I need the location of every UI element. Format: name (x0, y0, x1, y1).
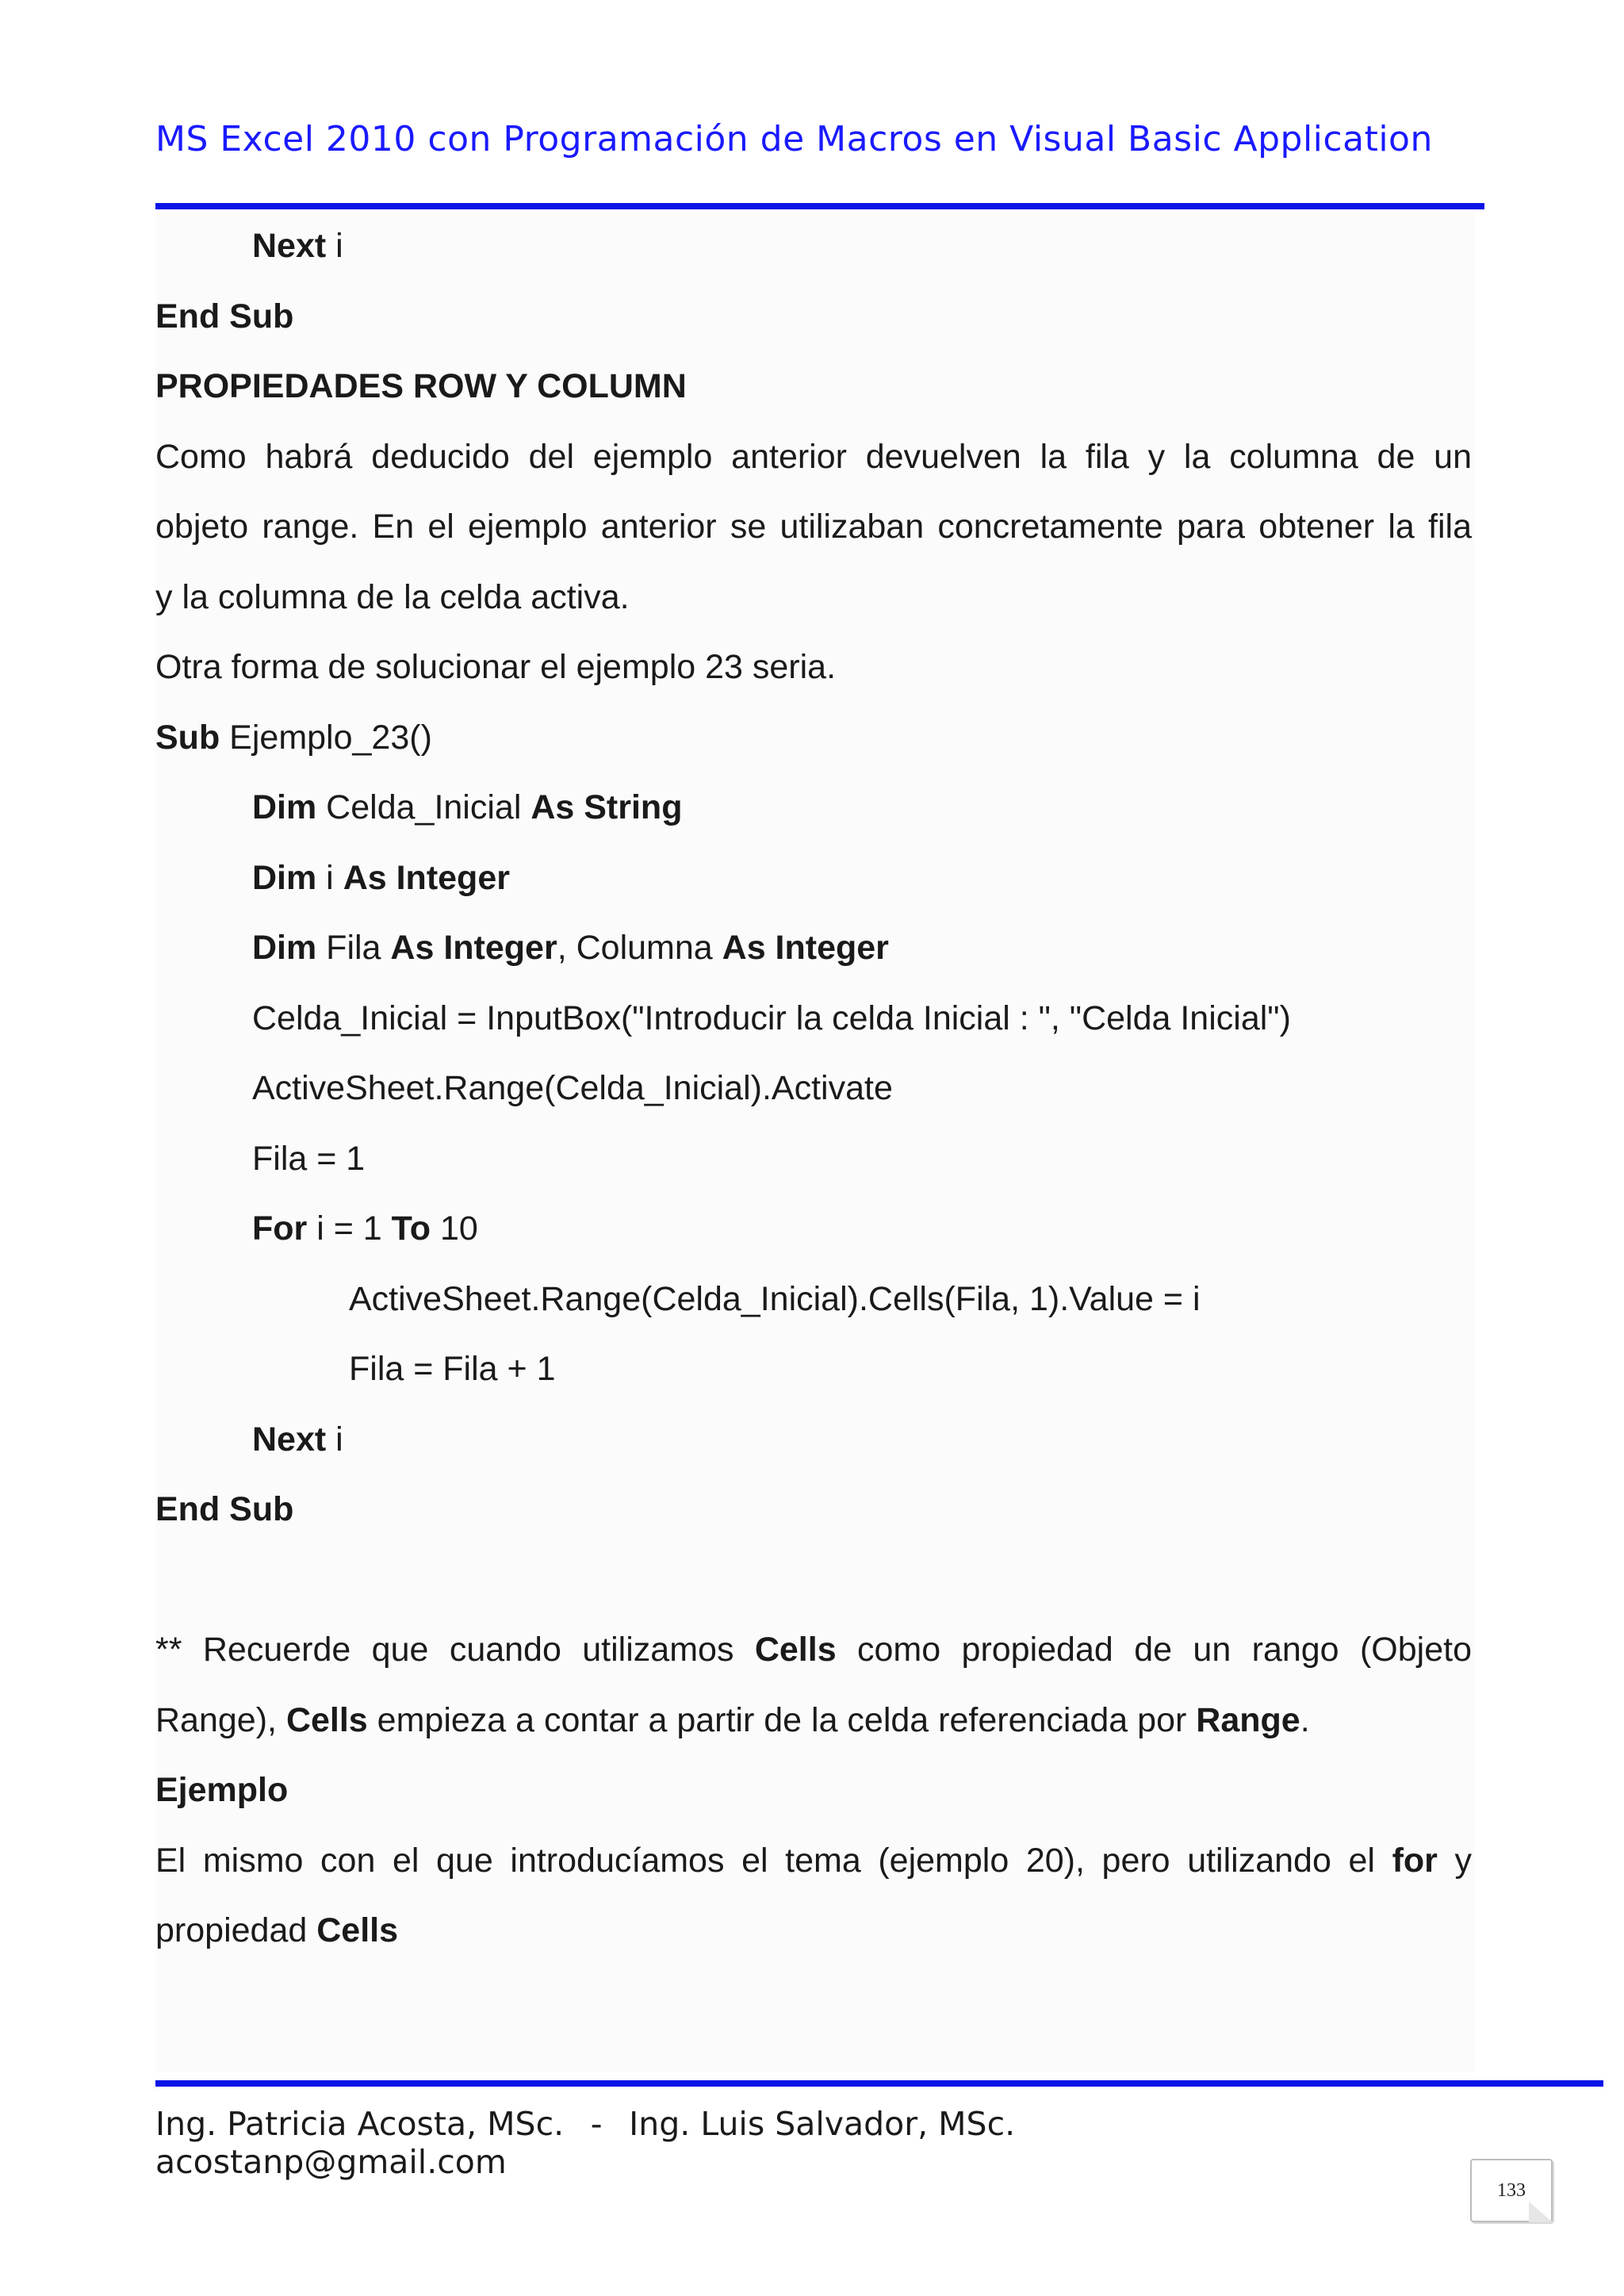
code-line-next: Next i (252, 227, 343, 265)
code-line-dim: Dim Celda_Inicial As String (252, 788, 683, 826)
code-line-sub: Sub Ejemplo_23() (155, 718, 432, 757)
code-line-end-sub: End Sub (155, 297, 294, 335)
note-line: Range), Cells empieza a contar a partir de la celda referenciada por Range. (155, 1700, 1310, 1739)
code-line: Fila = Fila + 1 (349, 1350, 556, 1388)
code-line-next: Next i (252, 1420, 343, 1458)
page-number: 133 (1497, 2179, 1526, 2201)
subheading-ejemplo: Ejemplo (155, 1771, 289, 1809)
author-separator: - (590, 2105, 603, 2143)
paragraph-line: propiedad Cells (155, 1911, 399, 1949)
paragraph-line: Como habrá deducido del ejemplo anterior devuelven la fila y la columna de un (155, 437, 1472, 476)
note-line: ** Recuerde que cuando utilizamos Cells como propiedad de un rango (Objeto (155, 1631, 1472, 1669)
page-curl-icon (1529, 2202, 1553, 2222)
page-body (155, 211, 1472, 1966)
code-line: ActiveSheet.Range(Celda_Inicial).Activate (252, 1069, 893, 1107)
code-line-end-sub: End Sub (155, 1490, 294, 1528)
code-line: Celda_Inicial = InputBox("Introducir la celda Inicial : ", "Celda Inicial") (252, 999, 1291, 1037)
footer (155, 2105, 1015, 2181)
section-heading: PROPIEDADES ROW Y COLUMN (155, 367, 687, 405)
footer-rule (155, 2080, 1603, 2087)
code-line: Fila = 1 (252, 1139, 366, 1178)
paragraph-line: El mismo con el que introducíamos el tema (ejemplo 20), pero utilizando el for y (155, 1841, 1472, 1880)
code-line: ActiveSheet.Range(Celda_Inicial).Cells(Fila, 1).Value = i (349, 1279, 1201, 1318)
code-line-for: For i = 1 To 10 (252, 1209, 478, 1248)
header-rule (155, 203, 1484, 209)
paragraph-line: objeto range. En el ejemplo anterior se utilizaban concretamente para obtener la fila (155, 508, 1472, 546)
footer-email: acostanp@gmail.com (155, 2143, 507, 2181)
code-line-dim: Dim i As Integer (252, 858, 510, 897)
author-2: Ing. Luis Salvador, MSc. (629, 2105, 1016, 2143)
footer-authors (155, 2105, 1015, 2143)
page-number-badge (1470, 2159, 1553, 2222)
author-1: Ing. Patricia Acosta, MSc. (155, 2105, 565, 2143)
paragraph-line: Otra forma de solucionar el ejemplo 23 seria. (155, 648, 837, 686)
code-line-dim: Dim Fila As Integer, Columna As Integer (252, 929, 889, 967)
running-header-title: MS Excel 2010 con Programación de Macros en Visual Basic Application (155, 119, 1433, 159)
paragraph-line: y la columna de la celda activa. (155, 577, 630, 616)
spacer (155, 1545, 1472, 1616)
